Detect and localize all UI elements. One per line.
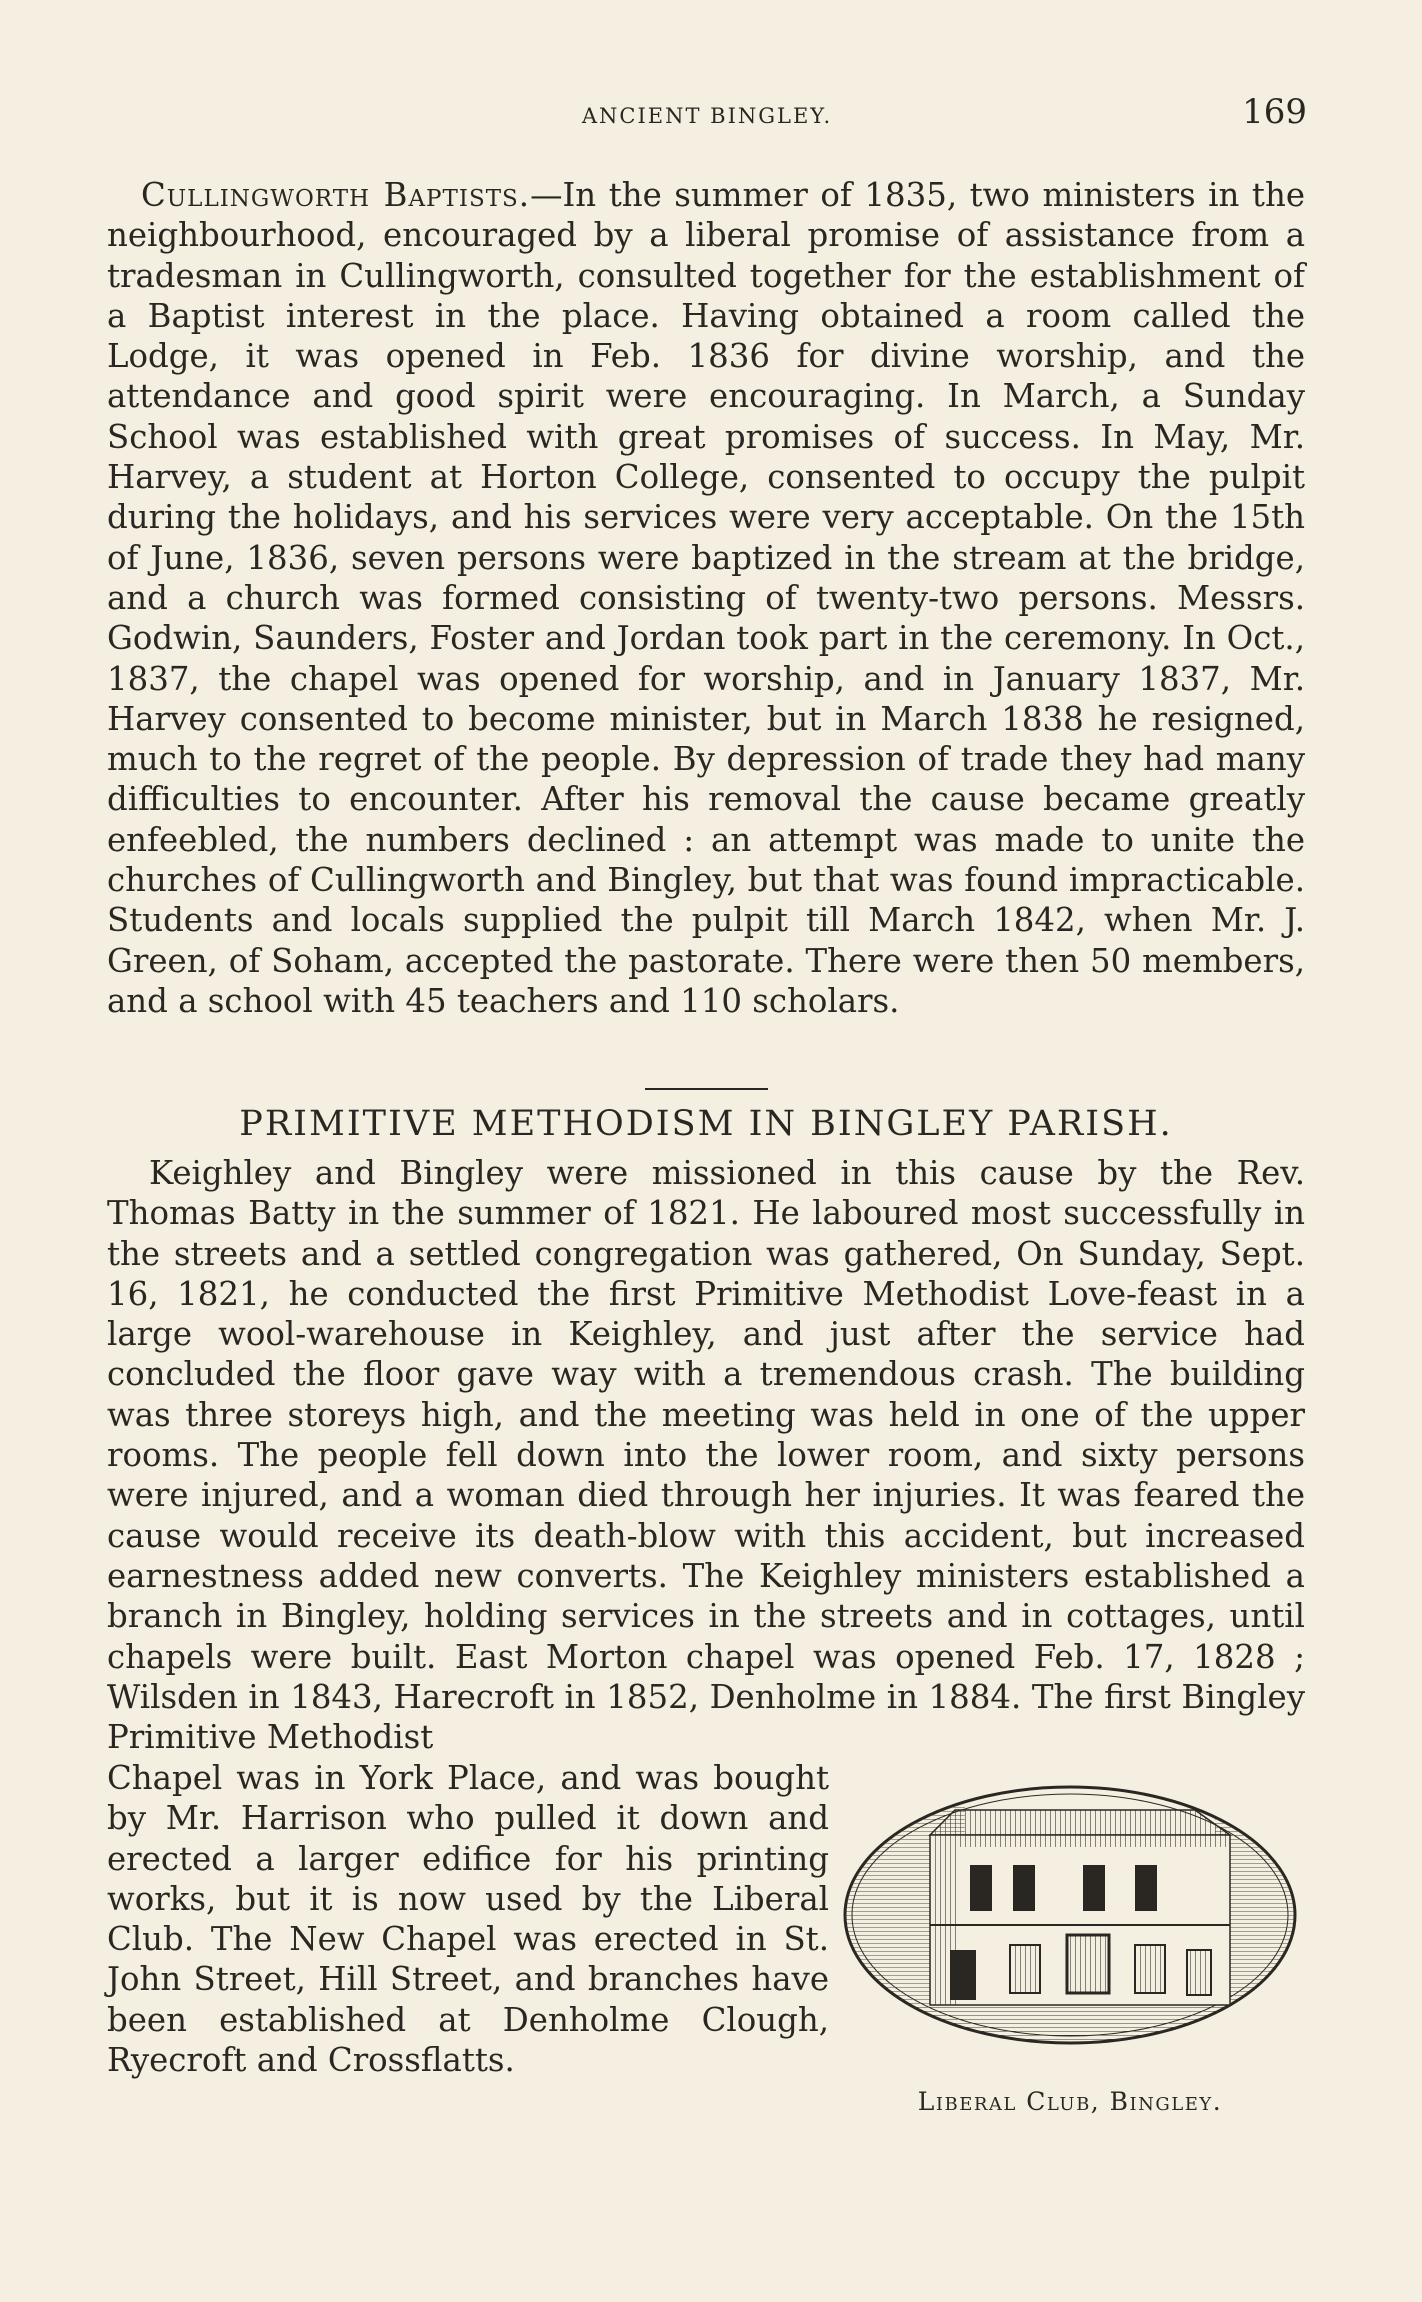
paragraph-chapel: Chapel was in York Place, and was bought by Mr. Harrison who pulled it down and erected a larger edifice for his printing works, but it is now used by the Liberal Club. The New Chapel was erected in St. John Street, Hill Street, and branches have been established at Denholme Clough, Ryecroft and Crossflatts. bbox=[107, 1759, 829, 2080]
paragraph-primitive-methodism: Keighley and Bingley were missioned in this cause by the Rev. Thomas Batty in the summer of 1821. He laboured most successfully in the streets and a settled congregation was gathered, On Sunday, Sept. 16, 1821, he conducted the first Primitive Methodist Love-feast in a large wool-warehouse in Keighley, and just after the service had concluded the floor gave way with a tremendous crash. The building was three storeys high, and the meeting was held in one of the upper rooms. The people fell down into the lower room, and sixty persons were injured, and a woman died through her injuries. It was feared the cause would receive its death-blow with this accident, but increased earnestness added new converts. The Keighley ministers established a branch in Bingley, holding services in the streets and in cottages, until chapels were built. East Morton chapel was opened Feb. 17, 1828 ; Wilsden in 1843, Harecroft in 1852, Denholme in 1884. The first Bingley Primitive Methodist bbox=[107, 1154, 1305, 1757]
section-divider bbox=[645, 1088, 768, 1090]
paragraph-body: —In the summer of 1835, two ministers in the neighbourhood, encouraged by a liberal promise of assistance from a tradesman in Cullingworth, consulted together for the establishment of a Baptist interest in the place. Having obtained a room called the Lodge, it was opened in Feb. 1836 for divine worship, and the attendance and good spirit were encouraging. In March, a Sunday School was established with great promises of success. In May, Mr. Harvey, a student at Horton College, consented to occupy the pulpit during the holidays, and his services were very acceptable. On the 15th of June, 1836, seven persons were baptized in the stream at the bridge, and a church was formed consisting of twenty-two persons. Messrs. Godwin, Saunders, Foster and Jordan took part in the ceremony. In Oct., 1837, the chapel was opened for worship, and in January 1837, Mr. Harvey consented to become minister, but in March 1838 he resigned, much to the regret of the people. By depression of trade they had many difficulties to encounter. After his removal the cause became greatly enfeebled, the numbers declined : an attempt was made to unite the churches of Cullingworth and Bingley, but that was found impracticable. Students and locals supplied the pulpit till March 1842, when Mr. J. Green, of Soham, accepted the pastorate. There were then 50 members, and a school with 45 teachers and 110 scholars. bbox=[107, 176, 1305, 1020]
paragraph-cullingworth-baptists bbox=[107, 175, 1305, 1021]
paragraph-lead-heading: Cullingworth Baptists. bbox=[141, 176, 531, 214]
liberal-club-engraving bbox=[835, 1775, 1305, 2075]
liberal-club-illustration bbox=[835, 1775, 1305, 2116]
page-number: 169 bbox=[1242, 92, 1307, 132]
page-header bbox=[107, 92, 1307, 140]
figure-caption: Liberal Club, Bingley. bbox=[917, 2087, 1223, 2116]
running-head: ANCIENT BINGLEY. bbox=[581, 104, 833, 128]
section-title: PRIMITIVE METHODISM IN BINGLEY PARISH. bbox=[239, 1104, 1173, 1144]
